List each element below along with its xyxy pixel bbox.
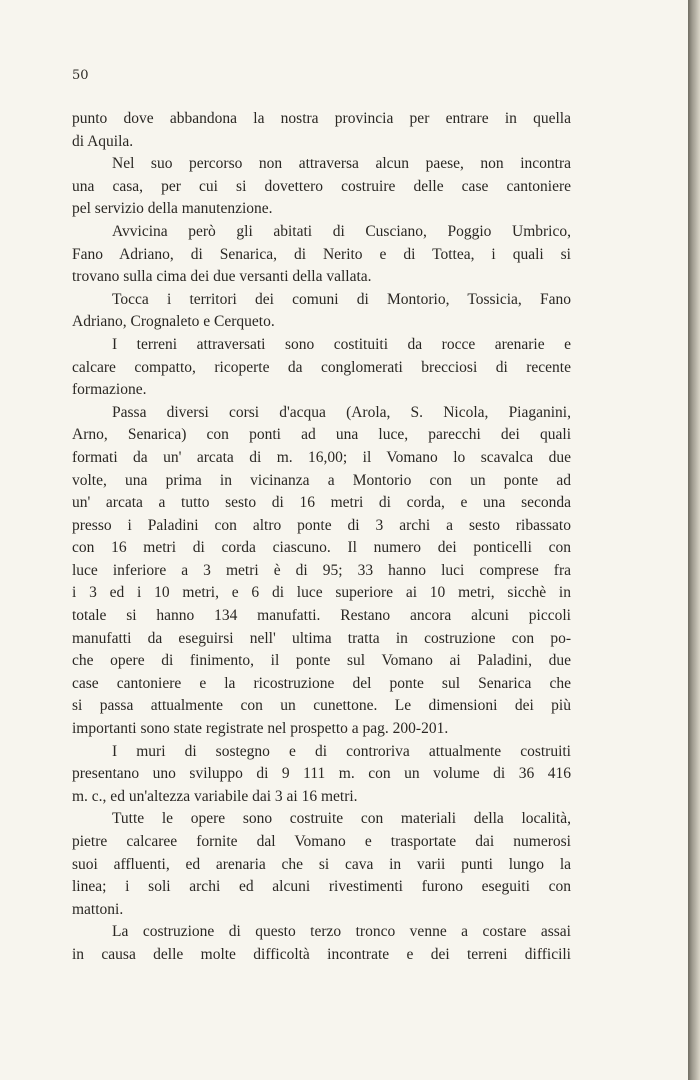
text-line: volte, una prima in vicinanza a Montorio con un ponte ad: [72, 471, 571, 489]
text-line: con 16 metri di corda ciascuno. Il numero dei ponticelli con: [72, 539, 571, 557]
text-line: in causa delle molte difficoltà incontrate e dei terreni difficili: [72, 945, 571, 963]
text-line: trovano sulla cima dei due versanti della vallata.: [72, 268, 372, 286]
text-line: Adriano, Crognaleto e Cerqueto.: [72, 313, 275, 331]
text-line: Arno, Senarica) con ponti ad una luce, parecchi dei quali: [72, 426, 571, 444]
text-line: Tocca i territori dei comuni di Montorio, Tossicia, Fano: [112, 290, 571, 308]
text-line: Fano Adriano, di Senarica, di Nerito e di Tottea, i quali si: [72, 245, 571, 263]
text-line: un' arcata a tutto sesto di 16 metri di corda, e una seconda: [72, 494, 571, 512]
text-line: suoi affluenti, ed arenaria che si cava in varii punti lungo la: [72, 855, 571, 873]
text-line: di Aquila.: [72, 132, 134, 150]
text-line: punto dove abbandona la nostra provincia per entrare in quella: [72, 110, 571, 127]
text-line: presso i Paladini con altro ponte di 3 archi a sesto ribassato: [72, 516, 571, 534]
text-line: si passa attualmente con un cunettone. Le dimensioni dei più: [72, 697, 571, 715]
text-line: formati da un' arcata di m. 16,00; il Vomano lo scavalca due: [72, 448, 571, 466]
page-number: 50: [72, 68, 89, 83]
text-line: pel servizio della manutenzione.: [72, 200, 273, 218]
text-line: totale si hanno 134 manufatti. Restano ancora alcuni piccoli: [72, 607, 571, 625]
text-line: mattoni.: [72, 900, 124, 918]
text-line: luce inferiore a 3 metri è di 95; 33 hanno luci comprese fra: [72, 561, 571, 579]
text-line: Avvicina però gli abitati di Cusciano, Poggio Umbrico,: [112, 222, 571, 240]
text-line: formazione.: [72, 381, 147, 399]
body-text: [72, 108, 571, 967]
text-line: I terreni attraversati sono costituiti da rocce arenarie e: [112, 335, 571, 353]
text-line: Nel suo percorso non attraversa alcun paese, non incontra: [112, 155, 571, 173]
text-line: Tutte le opere sono costruite con materiali della località,: [112, 810, 571, 828]
text-line: importanti sono state registrate nel prospetto a pag. 200-201.: [72, 720, 449, 738]
text-line: La costruzione di questo terzo tronco venne a costare assai: [112, 923, 571, 941]
text-line: Passa diversi corsi d'acqua (Arola, S. Nicola, Piaganini,: [112, 403, 571, 421]
text-line: linea; i soli archi ed alcuni rivestimenti furono eseguiti con: [72, 878, 571, 896]
text-line: I muri di sostegno e di controriva attualmente costruiti: [112, 742, 571, 760]
text-line: manufatti da eseguirsi nell' ultima tratta in costruzione con po-: [72, 629, 571, 647]
text-line: m. c., ed un'altezza variabile dai 3 ai 16 metri.: [72, 787, 358, 805]
text-line: i 3 ed i 10 metri, e 6 di luce superiore ai 10 metri, sicchè in: [72, 584, 571, 602]
text-line: calcare compatto, ricoperte da conglomerati brecciosi di recente: [72, 358, 571, 376]
page-binding-edge: [688, 0, 700, 1080]
text-line: che opere di finimento, il ponte sul Vomano ai Paladini, due: [72, 652, 571, 670]
text-line: pietre calcaree fornite dal Vomano e trasportate dai numerosi: [72, 833, 571, 850]
text-line: una casa, per cui si dovettero costruire delle case cantoniere: [72, 177, 571, 195]
text-line: presentano uno sviluppo di 9 111 m. con un volume di 36 416: [72, 765, 571, 783]
text-line: case cantoniere e la ricostruzione del ponte sul Senarica che: [72, 674, 571, 692]
